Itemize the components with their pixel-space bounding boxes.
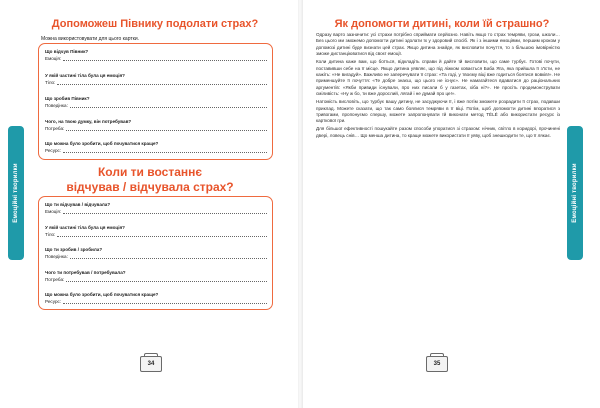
section-title-line2: відчував / відчувала страх?	[66, 180, 234, 194]
answer-field[interactable]: Емоція:	[45, 209, 267, 214]
side-tab-right	[567, 126, 583, 260]
paragraph: Коли дитина каже вам, що боїться, відкладіть справи й дайте їй висловити, що саме турбує. Готові почути, поставивши себе на її місце. Якщо дитина уявляє, що під ліжком ховається Баба Яга, яка прийшла її з'їсти, не кажіть: «Не вигадуй». Важливо не заперечувати її страх: «Та годі, у твоєму віці вже годиться боятися вовків!». Не применшуйте її почуття: «Те добре знаєш, що цього не існує». Не намагайтеся вдаватися до раціональних аргументів: «Якби привиди існували, про них писали б у газетах, хіба ні?». Не просіть продемонструвати сміливість: «Ну ж бо, ти вже дорослий, лягай і не думай про це!».	[316, 59, 560, 97]
question: Що ти зробив / зробила?	[45, 247, 103, 252]
page-title: Допоможеш Півнику подолати страх?	[51, 18, 259, 30]
page-number: 34	[140, 356, 162, 372]
question: Що можна було зробити, щоб почуватися краще?	[45, 292, 159, 297]
answer-field[interactable]: Тіло:	[45, 232, 267, 237]
instruction-text: Можна використовувати для цього картки.	[41, 36, 140, 42]
answer-field[interactable]: Ресурс:	[45, 148, 267, 153]
answer-field[interactable]: Поведінка:	[45, 254, 267, 259]
article-text	[316, 32, 560, 141]
worksheet-card-self	[38, 196, 273, 310]
side-tab-label: Емоційні творилки	[572, 163, 578, 223]
paragraph: Для більшої ефективності пошукайте разом способи упоратися зі страхом: нічник, світло в коридорі, прочинені двері, ловець снів… Що менша дитина, то краще можете використати її уяву, щоб знешкодити те, що її лякає.	[316, 126, 560, 138]
question: Що відчув Півник?	[45, 49, 89, 54]
question: У якій частині тіла була ця емоція?	[45, 225, 125, 230]
section-title	[40, 165, 260, 195]
worksheet-card-pivnyk	[38, 43, 273, 160]
paragraph: Одразу варто зазначити: усі страхи потрібно сприймати серйозно. Навіть якщо то страх темряви, грози, школи… Без цього ми зможемо допомогти дитині здолати їх у здоровий спосіб. Як і з іншими емоціями, першим кроком у допомозі дитині буде визнати цей страх. Якщо дитина знайде, як висловити почуття, то з більшою імовірністю зможе дистанціюватися від своєї емоції.	[316, 32, 560, 57]
question: Чого ти потребував / потребувала?	[45, 270, 126, 275]
section-title-line1: Коли ти востаннє	[97, 165, 202, 179]
question: Що можна було зробити, щоб почуватися краще?	[45, 141, 159, 146]
answer-field[interactable]: Тіло:	[45, 80, 267, 85]
question: У якій частині тіла була ця емоція?	[45, 73, 125, 78]
answer-field[interactable]: Потреба:	[45, 126, 267, 131]
question: Чого, на твою думку, він потребував?	[45, 119, 132, 124]
page-number: 35	[426, 356, 448, 372]
page-title: Як допомогти дитині, коли їй страшно?	[334, 18, 550, 30]
answer-field[interactable]: Ресурс:	[45, 299, 267, 304]
paragraph: Натомість висловіть, що турбує вашу дитину, не засуджуючи її, і вже потім зможете розрадити її страх, подавши приклад. Можете сказати, що так само боялися темряви в її віці. Потім, щоб допомогти дитині впоратися з тривогами, пропонуємо спершу, можете запропонувати їй виконати метод TÉLÉ або використати ресурс із карткової гри.	[316, 99, 560, 124]
side-tab-label: Емоційні творилки	[13, 163, 19, 223]
question: Що ти відчував / відчувала?	[45, 202, 111, 207]
answer-field[interactable]: Емоція:	[45, 56, 267, 61]
answer-field[interactable]: Поведінка:	[45, 103, 267, 108]
question: Що зробив Півник?	[45, 96, 90, 101]
answer-field[interactable]: Потреба:	[45, 277, 267, 282]
side-tab-left	[8, 126, 24, 260]
